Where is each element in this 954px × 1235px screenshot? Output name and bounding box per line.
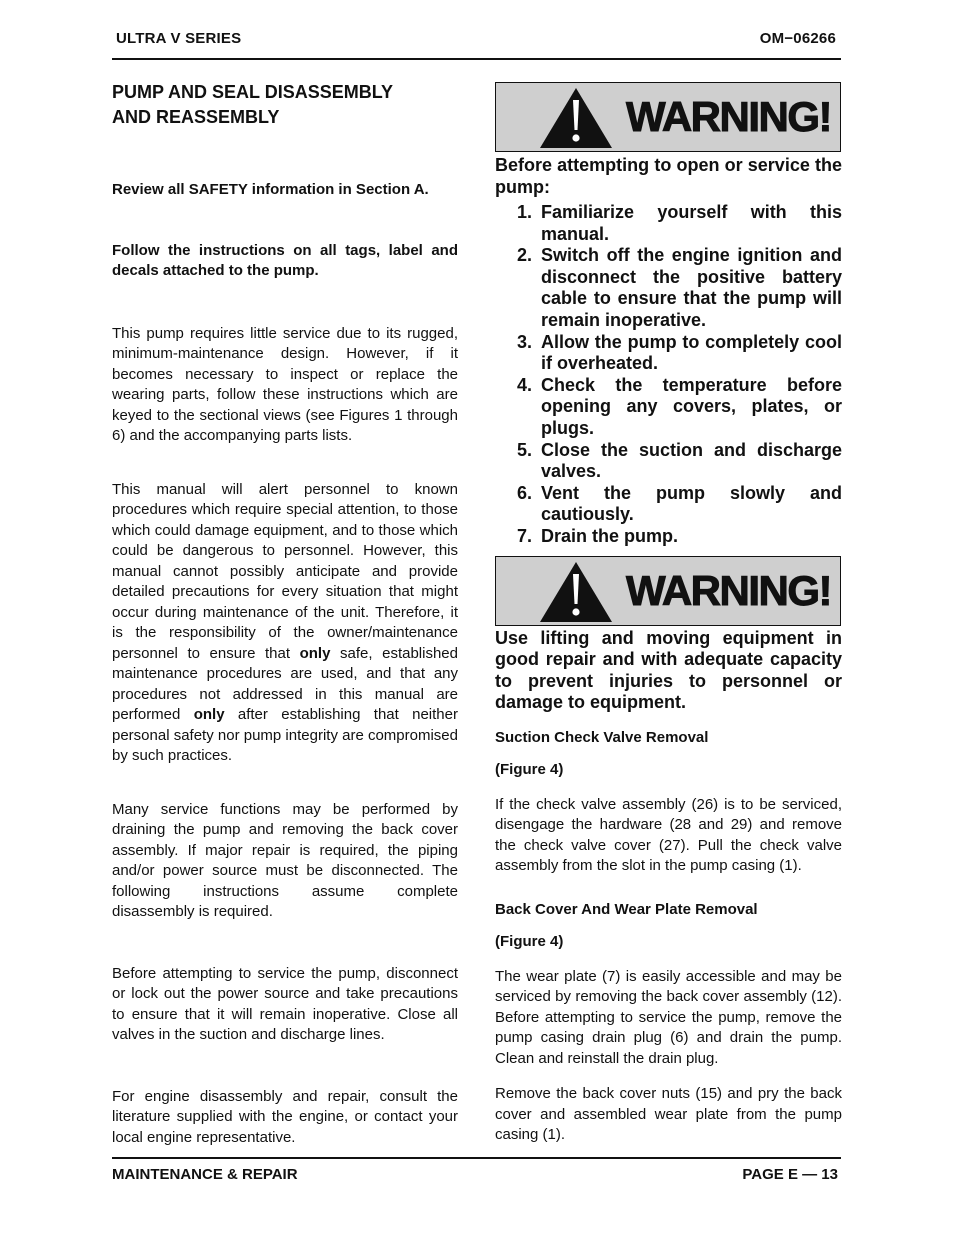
safety-review-note: Review all SAFETY information in Section A. <box>112 181 429 198</box>
section-title-line1: PUMP AND SEAL DISASSEMBLY <box>112 82 394 102</box>
power-source-paragraph: Before attempting to service the pump, disconnect or lock out the power source and take precautions to ensure that it will remain inoperative. Close all valves in the suction and discharge lines. <box>112 964 458 1043</box>
procedures-text-a: This manual will alert personnel to known procedures which require special attention, to those which could damage equipment, and to those which could be dangerous to personnel. However, this manual cannot possibly anticipate and provide detailed precautions for every situation that might occur during maintenance of the unit. Therefore, it is the responsibility of the owner/maintenance personnel to ensure that <box>112 480 458 662</box>
intro-paragraph: This pump requires little service due to its rugged, minimum-maintenance design. However, if it becomes necessary to inspect or replace the wearing parts, follow these instructions which are keyed to the sectional views (see Figures 1 through 6) and the accompanying parts lists. <box>112 324 458 444</box>
warning-1-lead: Before attempting to open or service the pump: <box>495 155 842 197</box>
warning-1-item: 2. Switch off the engine ignition and disconnect the positive battery cable to ensure that the pump will remain inoperative. <box>517 245 842 330</box>
left-column <box>112 80 458 1148</box>
header-series: ULTRA V SERIES <box>116 30 242 47</box>
section-title-line2: AND REASSEMBLY <box>112 107 280 127</box>
warning-1-item: 6. Vent the pump slowly and cautiously. <box>517 482 842 525</box>
header-rule <box>112 58 841 60</box>
warning-banner-1 <box>495 82 841 152</box>
footer-rule <box>112 1157 841 1159</box>
footer-page-number: PAGE E — 13 <box>742 1166 838 1183</box>
warning-banner-2 <box>495 556 841 626</box>
warning-1-list <box>517 202 842 548</box>
procedures-text-b: safe, established maintenance procedures are used, and that any procedures not addressed in this manual are performed <box>112 644 458 723</box>
procedures-paragraph <box>112 480 458 767</box>
suction-check-valve-paragraph: If the check valve assembly (26) is to be serviced, disengage the hardware (28 and 29) and remove the check valve cover (27). Pull the check valve assembly from the slot in the pump casing (1). <box>495 795 842 875</box>
warning-1-item: 3. Allow the pump to completely cool if overheated. <box>517 331 842 374</box>
suction-check-valve-heading: Suction Check Valve Removal <box>495 728 709 746</box>
wear-plate-paragraph: The wear plate (7) is easily accessible and may be serviced by removing the back cover assembly (12). Before attempting to service the pump, remove the pump casing drain plug (6) and drain the pump. Clean and reinstall the drain plug. <box>495 967 842 1067</box>
tags-labels-note: Follow the instructions on all tags, label and decals attached to the pump. <box>112 241 458 279</box>
engine-paragraph: For engine disassembly and repair, consult the literature supplied with the engine, or contact your local engine representative. <box>112 1087 458 1146</box>
header-doc-number: OM−06266 <box>759 30 836 47</box>
warning-triangle-icon <box>538 560 614 624</box>
back-cover-figure-ref: (Figure 4) <box>495 932 564 950</box>
right-column <box>495 82 842 1146</box>
service-functions-paragraph: Many service functions may be performed by draining the pump and removing the back cover assembly. If major repair is required, the piping and/or power source must be disconnected. The following instructions assume complete disassembly is required. <box>112 800 458 920</box>
warning-triangle-icon <box>538 86 614 150</box>
warning-1-item: 7. Drain the pump. <box>517 525 679 546</box>
warning-label-1: WARNING! <box>626 93 831 140</box>
procedures-emph-1: only <box>299 644 331 662</box>
suction-check-valve-figure-ref: (Figure 4) <box>495 760 564 778</box>
warning-2-text: Use lifting and moving equipment in good repair and with adequate capacity to prevent injuries to personnel or damage to equipment. <box>495 627 842 713</box>
procedures-text-c: after establishing that neither personal safety nor pump integrity are compromised by such practices. <box>112 706 458 764</box>
warning-1-item: 4. Check the temperature before opening any covers, plates, or plugs. <box>517 374 842 438</box>
back-cover-heading: Back Cover And Wear Plate Removal <box>495 900 758 918</box>
footer-section: MAINTENANCE & REPAIR <box>112 1166 298 1183</box>
warning-1-item: 5. Close the suction and discharge valves. <box>517 439 842 482</box>
warning-1-item: 1. Familiarize yourself with this manual. <box>517 202 842 244</box>
warning-label-2: WARNING! <box>626 566 831 614</box>
back-cover-removal-paragraph: Remove the back cover nuts (15) and pry the back cover and assembled wear plate from the pump casing (1). <box>495 1085 842 1144</box>
procedures-emph-2: only <box>193 706 225 723</box>
